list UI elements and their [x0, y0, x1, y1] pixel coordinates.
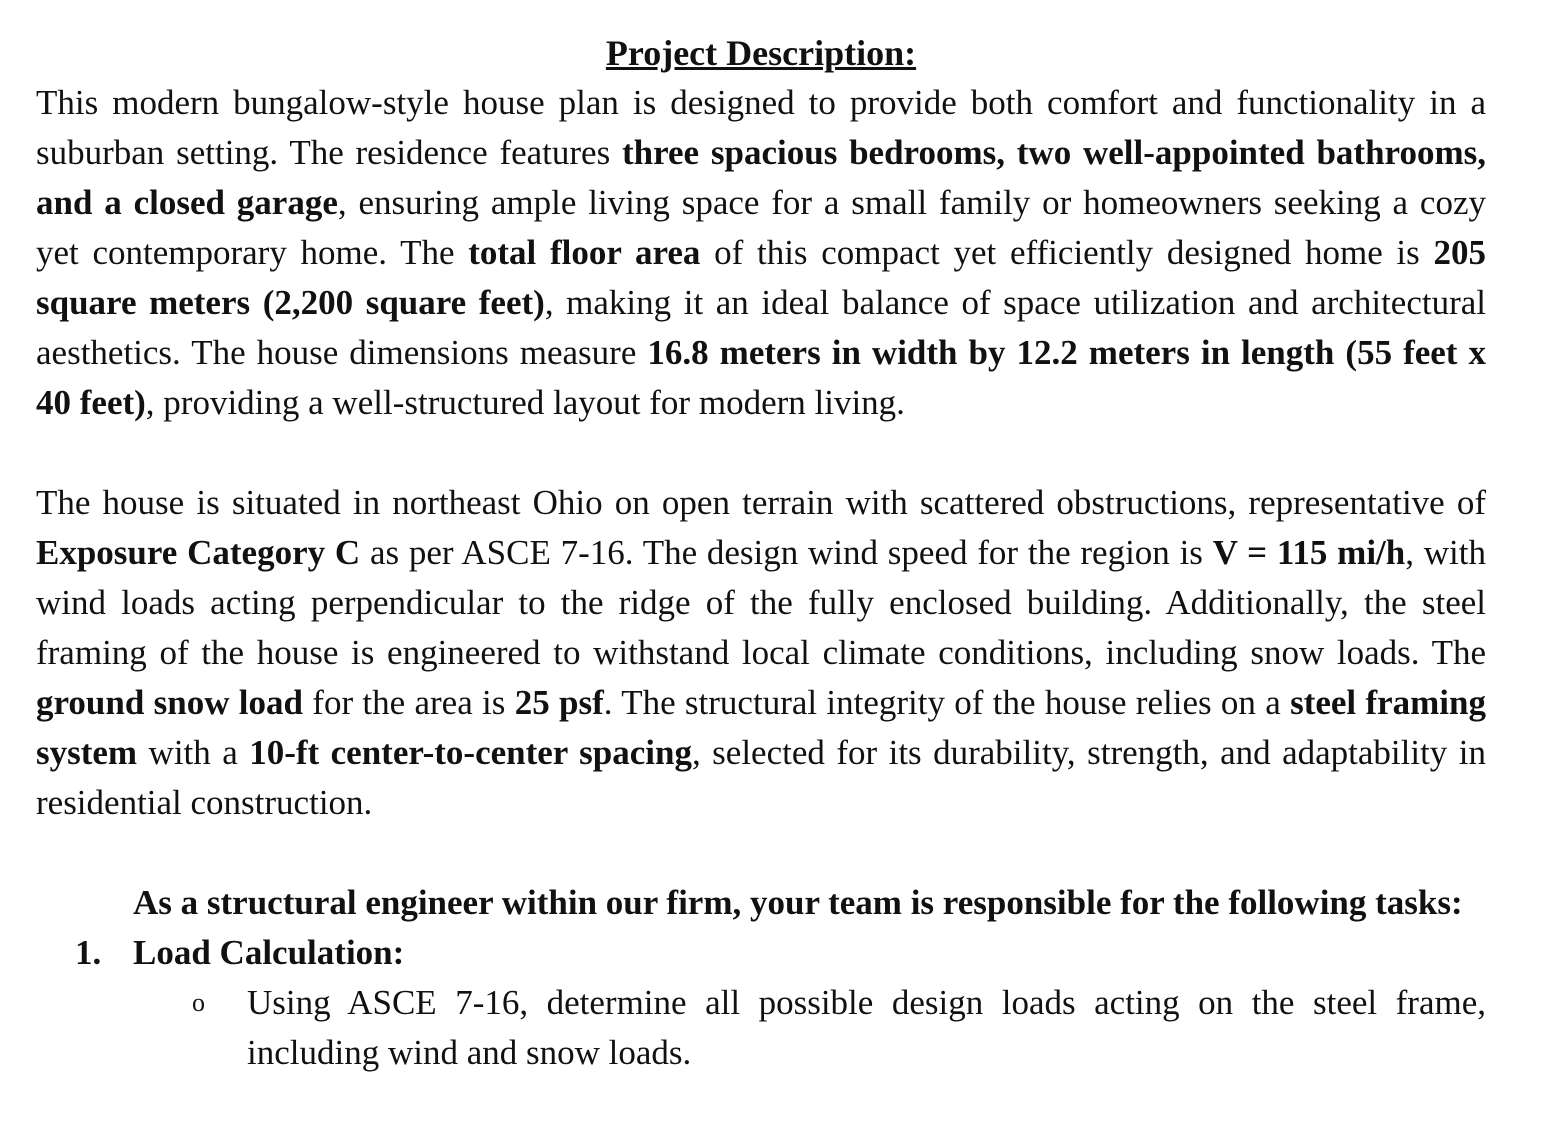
paragraph-spacer: [36, 428, 1486, 478]
task-subitem-text: Using ASCE 7-16, determine all possible design loads acting on the steel frame, including wind and snow loads.: [247, 983, 1486, 1072]
text-run: of this compact yet efficiently designed home is: [700, 233, 1434, 272]
text-run: , making it an ideal balance of space utilization and architectural aesthetics. The house dimensions measure: [36, 283, 1486, 372]
text-run: This modern bungalow-style house plan is designed to provide both comfort and functionality in a suburban setting. The residence features: [36, 83, 1486, 172]
task-item: [75, 928, 1486, 978]
bold-text-run: V = 115 mi/h: [1212, 533, 1406, 572]
text-run: , with wind loads acting perpendicular to the ridge of the fully enclosed building. Additionally, the steel framing of the house is engineered to withstand local climate conditions, including snow loads. The: [36, 533, 1486, 672]
text-run: , ensuring ample living space for a small family or homeowners seeking a cozy yet contemporary home. The: [36, 183, 1486, 272]
bold-text-run: 25 psf: [514, 683, 604, 722]
page-title: Project Description:: [605, 33, 917, 73]
bold-text-run: 205 square meters (2,200 square feet): [36, 233, 1486, 322]
bold-text-run: steel framing system: [36, 683, 1486, 772]
task-subitem: [192, 978, 1486, 1078]
tasks-intro: As a structural engineer within our firm, your team is responsible for the following tasks:: [133, 883, 1463, 922]
hollow-bullet-icon: o: [192, 988, 205, 1017]
bold-text-run: total floor area: [468, 233, 701, 272]
bold-text-run: 10-ft center-to-center spacing: [249, 733, 692, 772]
bold-text-run: Exposure Category C: [36, 533, 361, 572]
text-run: , providing a well-structured layout for modern living.: [145, 383, 905, 422]
site-conditions-paragraph: [36, 478, 1486, 828]
text-run: as per ASCE 7-16. The design wind speed for the region is: [360, 533, 1213, 572]
text-run: The house is situated in northeast Ohio on open terrain with scattered obstructions, representative of: [36, 483, 1486, 522]
bold-text-run: 16.8 meters in width by 12.2 meters in length (55 feet x 40 feet): [36, 333, 1486, 422]
bold-text-run: ground snow load: [36, 683, 303, 722]
text-run: for the area is: [302, 683, 515, 722]
bold-text-run: three spacious bedrooms, two well-appointed bathrooms, and a closed garage: [36, 133, 1486, 222]
project-description-paragraph: [36, 78, 1486, 428]
task-label: Load Calculation:: [133, 933, 405, 972]
text-run: with a: [137, 733, 250, 772]
text-run: , selected for its durability, strength, and adaptability in residential construction.: [36, 733, 1486, 822]
task-number: 1.: [75, 933, 102, 972]
paragraph-spacer: [36, 828, 1486, 878]
document-page: [36, 28, 1486, 1078]
text-run: . The structural integrity of the house relies on a: [603, 683, 1291, 722]
